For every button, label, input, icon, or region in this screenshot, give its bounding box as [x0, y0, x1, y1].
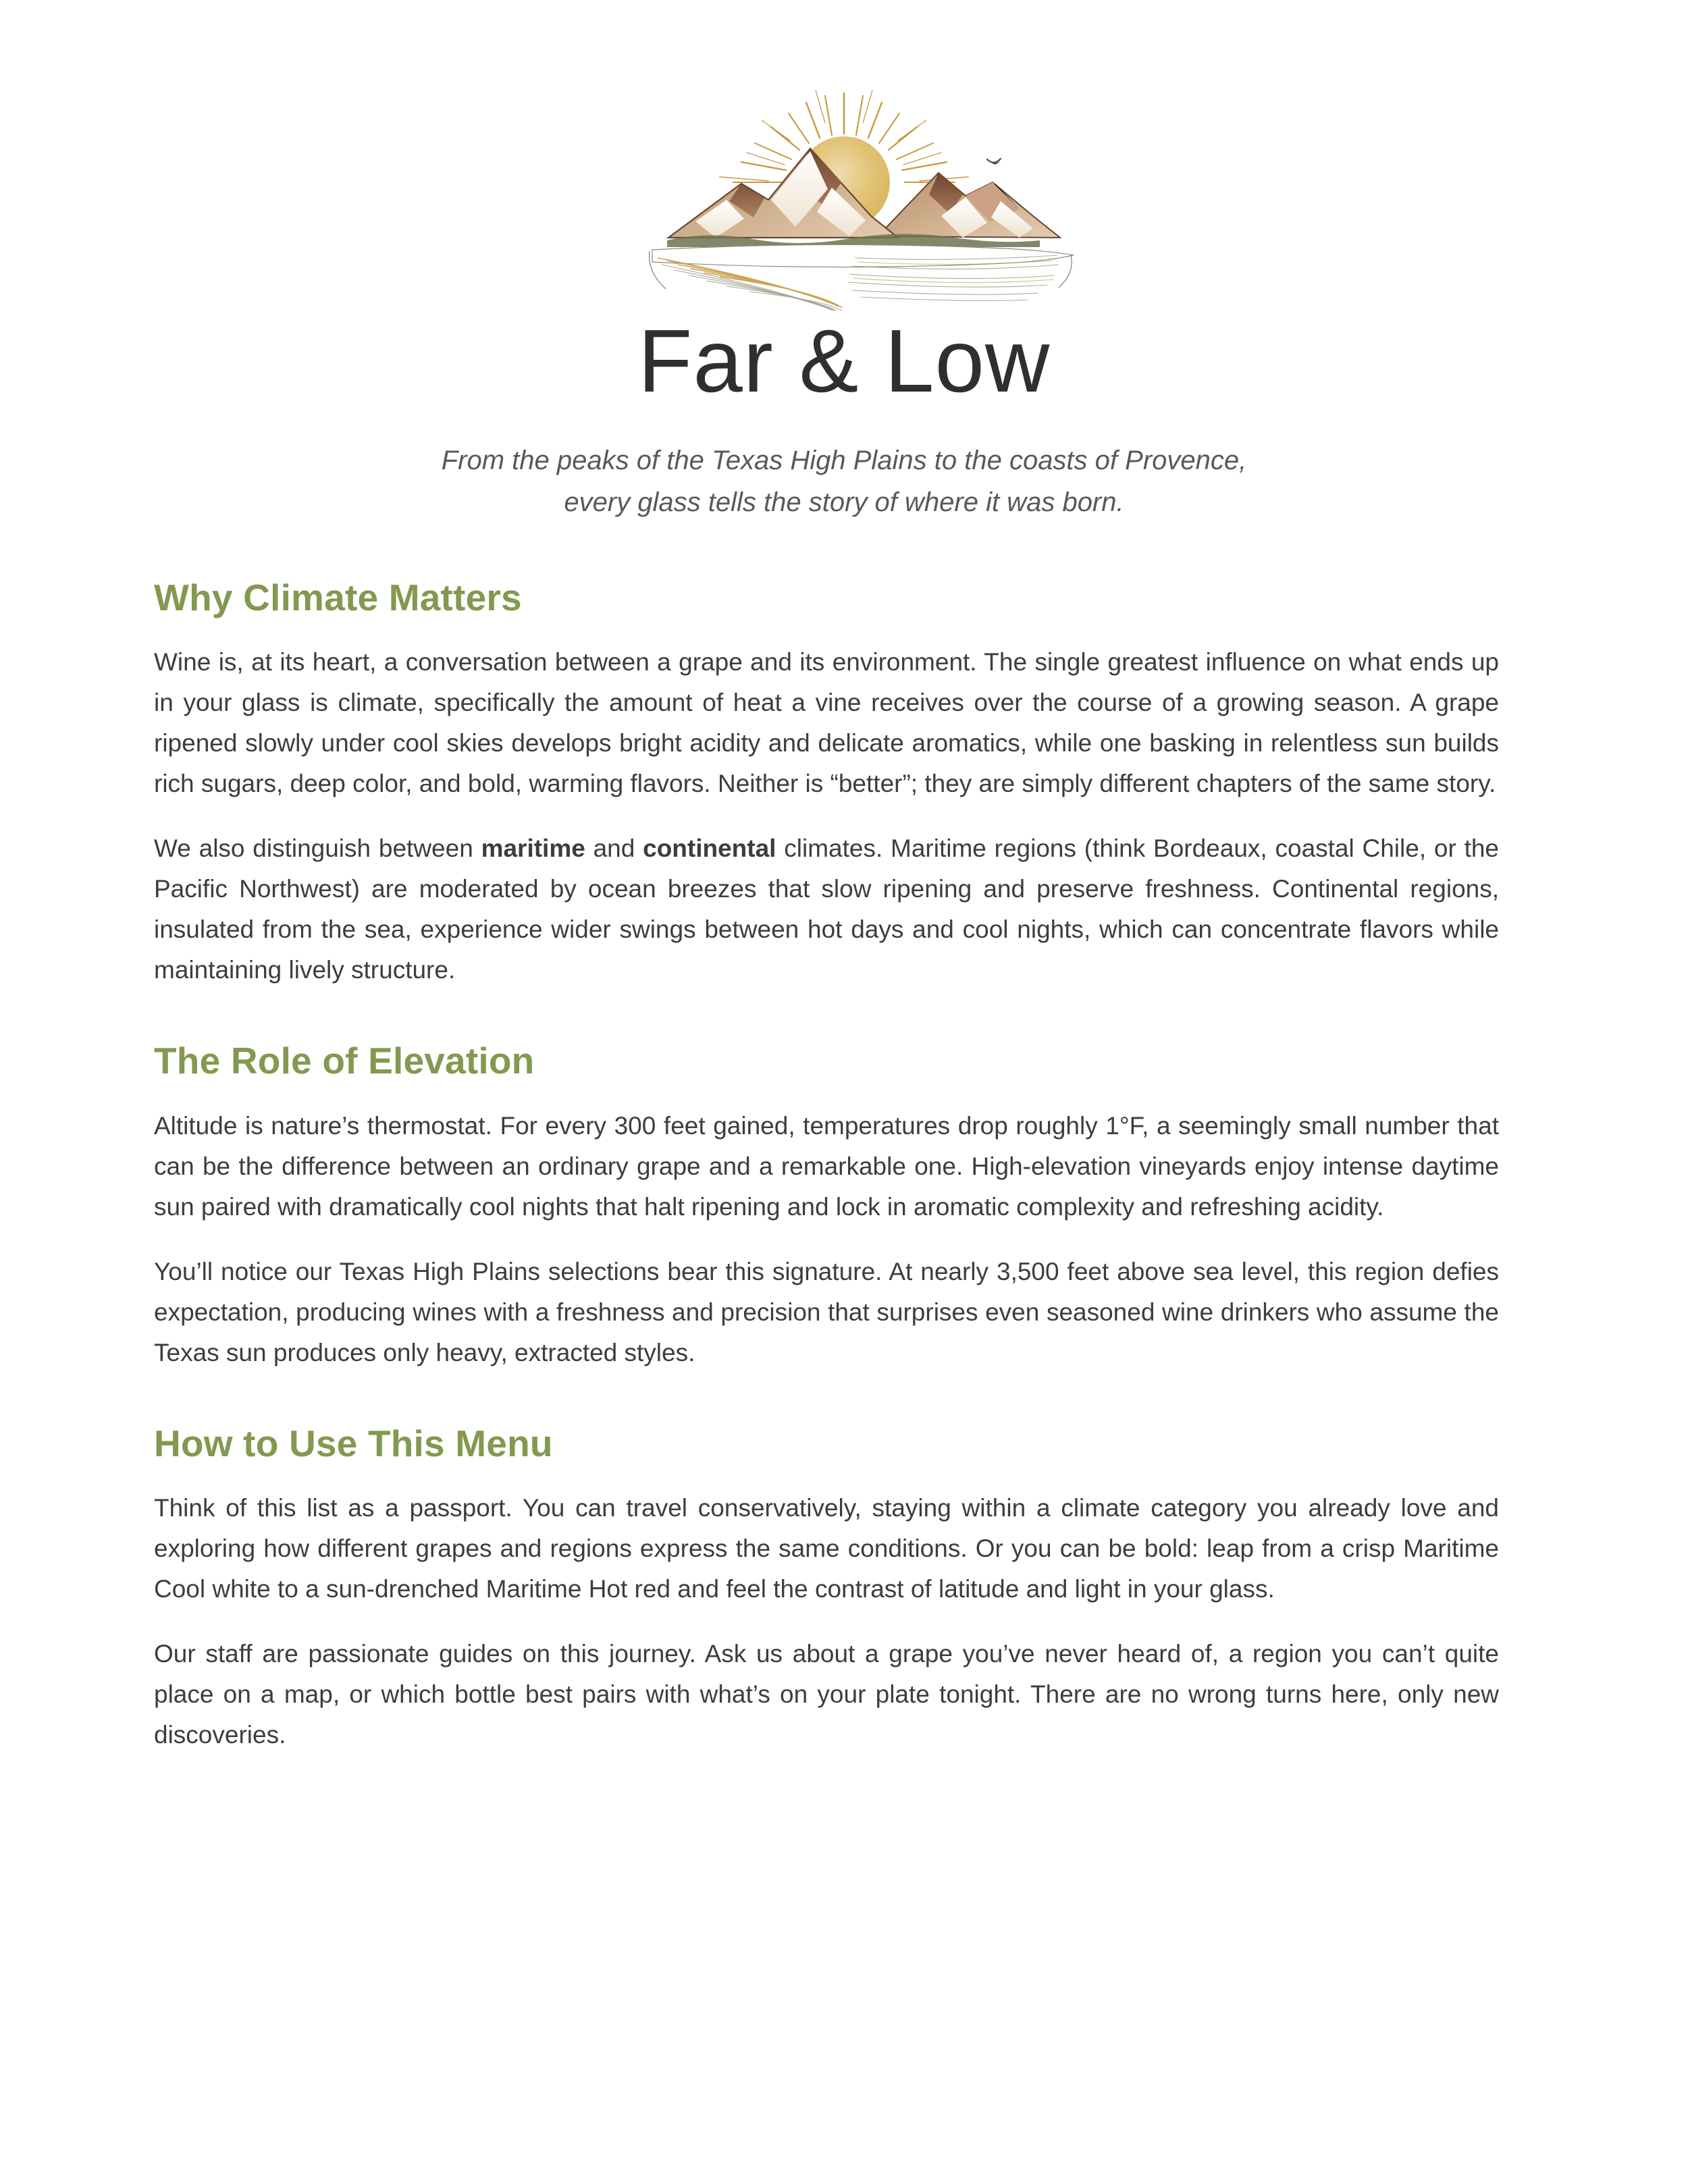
- brand-tagline: [0, 440, 1688, 523]
- brand-wordmark: Far & Low: [637, 311, 1051, 410]
- paragraph: [154, 1106, 1499, 1227]
- paragraph: [154, 828, 1499, 990]
- text-run: We also distinguish between: [154, 834, 481, 863]
- paragraph: [154, 1488, 1499, 1609]
- text-run: Altitude is nature’s thermostat. For every 300 feet gained, temperatures drop roughly 1°F, a seemingly small number that can be the difference between an ordinary grape and a remarkable one. High-elevation vineyards enjoy intense daytime sun paired with dramatically cool nights that halt ripening and lock in aromatic complexity and refreshing acidity.: [154, 1111, 1499, 1221]
- section-heading-how-to-use-this-menu: How to Use This Menu: [154, 1422, 553, 1464]
- paragraph: [154, 1634, 1499, 1755]
- text-run: Wine is, at its heart, a conversation between a grape and its environment. The single greatest influence on what ends up in your glass is climate, specifically the amount of heat a vine receives over the course of a growing season. A grape ripened slowly under cool skies develops bright acidity and delicate aromatics, while one basking in relentless sun builds rich sugars, deep color, and bold, warming flavors. Neither is “better”; they are simply different chapters of the same story.: [154, 648, 1499, 798]
- emphasis-term: continental: [643, 834, 776, 863]
- paragraph: [154, 642, 1499, 804]
- mountain-sunrise-logo: [587, 81, 1101, 311]
- document-body: [0, 523, 1688, 1755]
- section-heading-the-role-of-elevation: The Role of Elevation: [154, 1039, 535, 1082]
- text-run: You’ll notice our Texas High Plains selections bear this signature. At nearly 3,500 feet above sea level, this region defies expectation, producing wines with a freshness and precision that surprises even seasoned wine drinkers who assume the Texas sun produces only heavy, extracted styles.: [154, 1257, 1499, 1366]
- emphasis-term: maritime: [481, 834, 585, 863]
- tagline-line-2: every glass tells the story of where it was born.: [564, 487, 1124, 517]
- brand-logo-block: [0, 0, 1688, 408]
- tagline-line-1: From the peaks of the Texas High Plains to the coasts of Provence,: [441, 445, 1247, 475]
- text-run: Our staff are passionate guides on this journey. Ask us about a grape you’ve never heard of, a region you can’t quite place on a map, or which bottle best pairs with what’s on your plate tonight. There are no wrong turns here, only new discoveries.: [154, 1640, 1499, 1749]
- text-run: climates. Maritime regions (think Bordeaux, coastal Chile, or the Pacific Northwest) are moderated by ocean breezes that slow ripening and preserve freshness. Continental regions, insulated from the sea, experience wider swings between hot days and cool nights, which can concentrate flavors while maintaining lively structure.: [154, 834, 1500, 984]
- text-run: and: [585, 834, 643, 863]
- section-heading-why-climate-matters: Why Climate Matters: [154, 576, 522, 618]
- paragraph: [154, 1252, 1499, 1373]
- text-run: Think of this list as a passport. You can travel conservatively, staying within a climate category you already love and exploring how different grapes and regions express the same conditions. Or you can be bold: leap from a crisp Maritime Cool white to a sun-drenched Maritime Hot red and feel the contrast of latitude and light in your glass.: [154, 1494, 1499, 1603]
